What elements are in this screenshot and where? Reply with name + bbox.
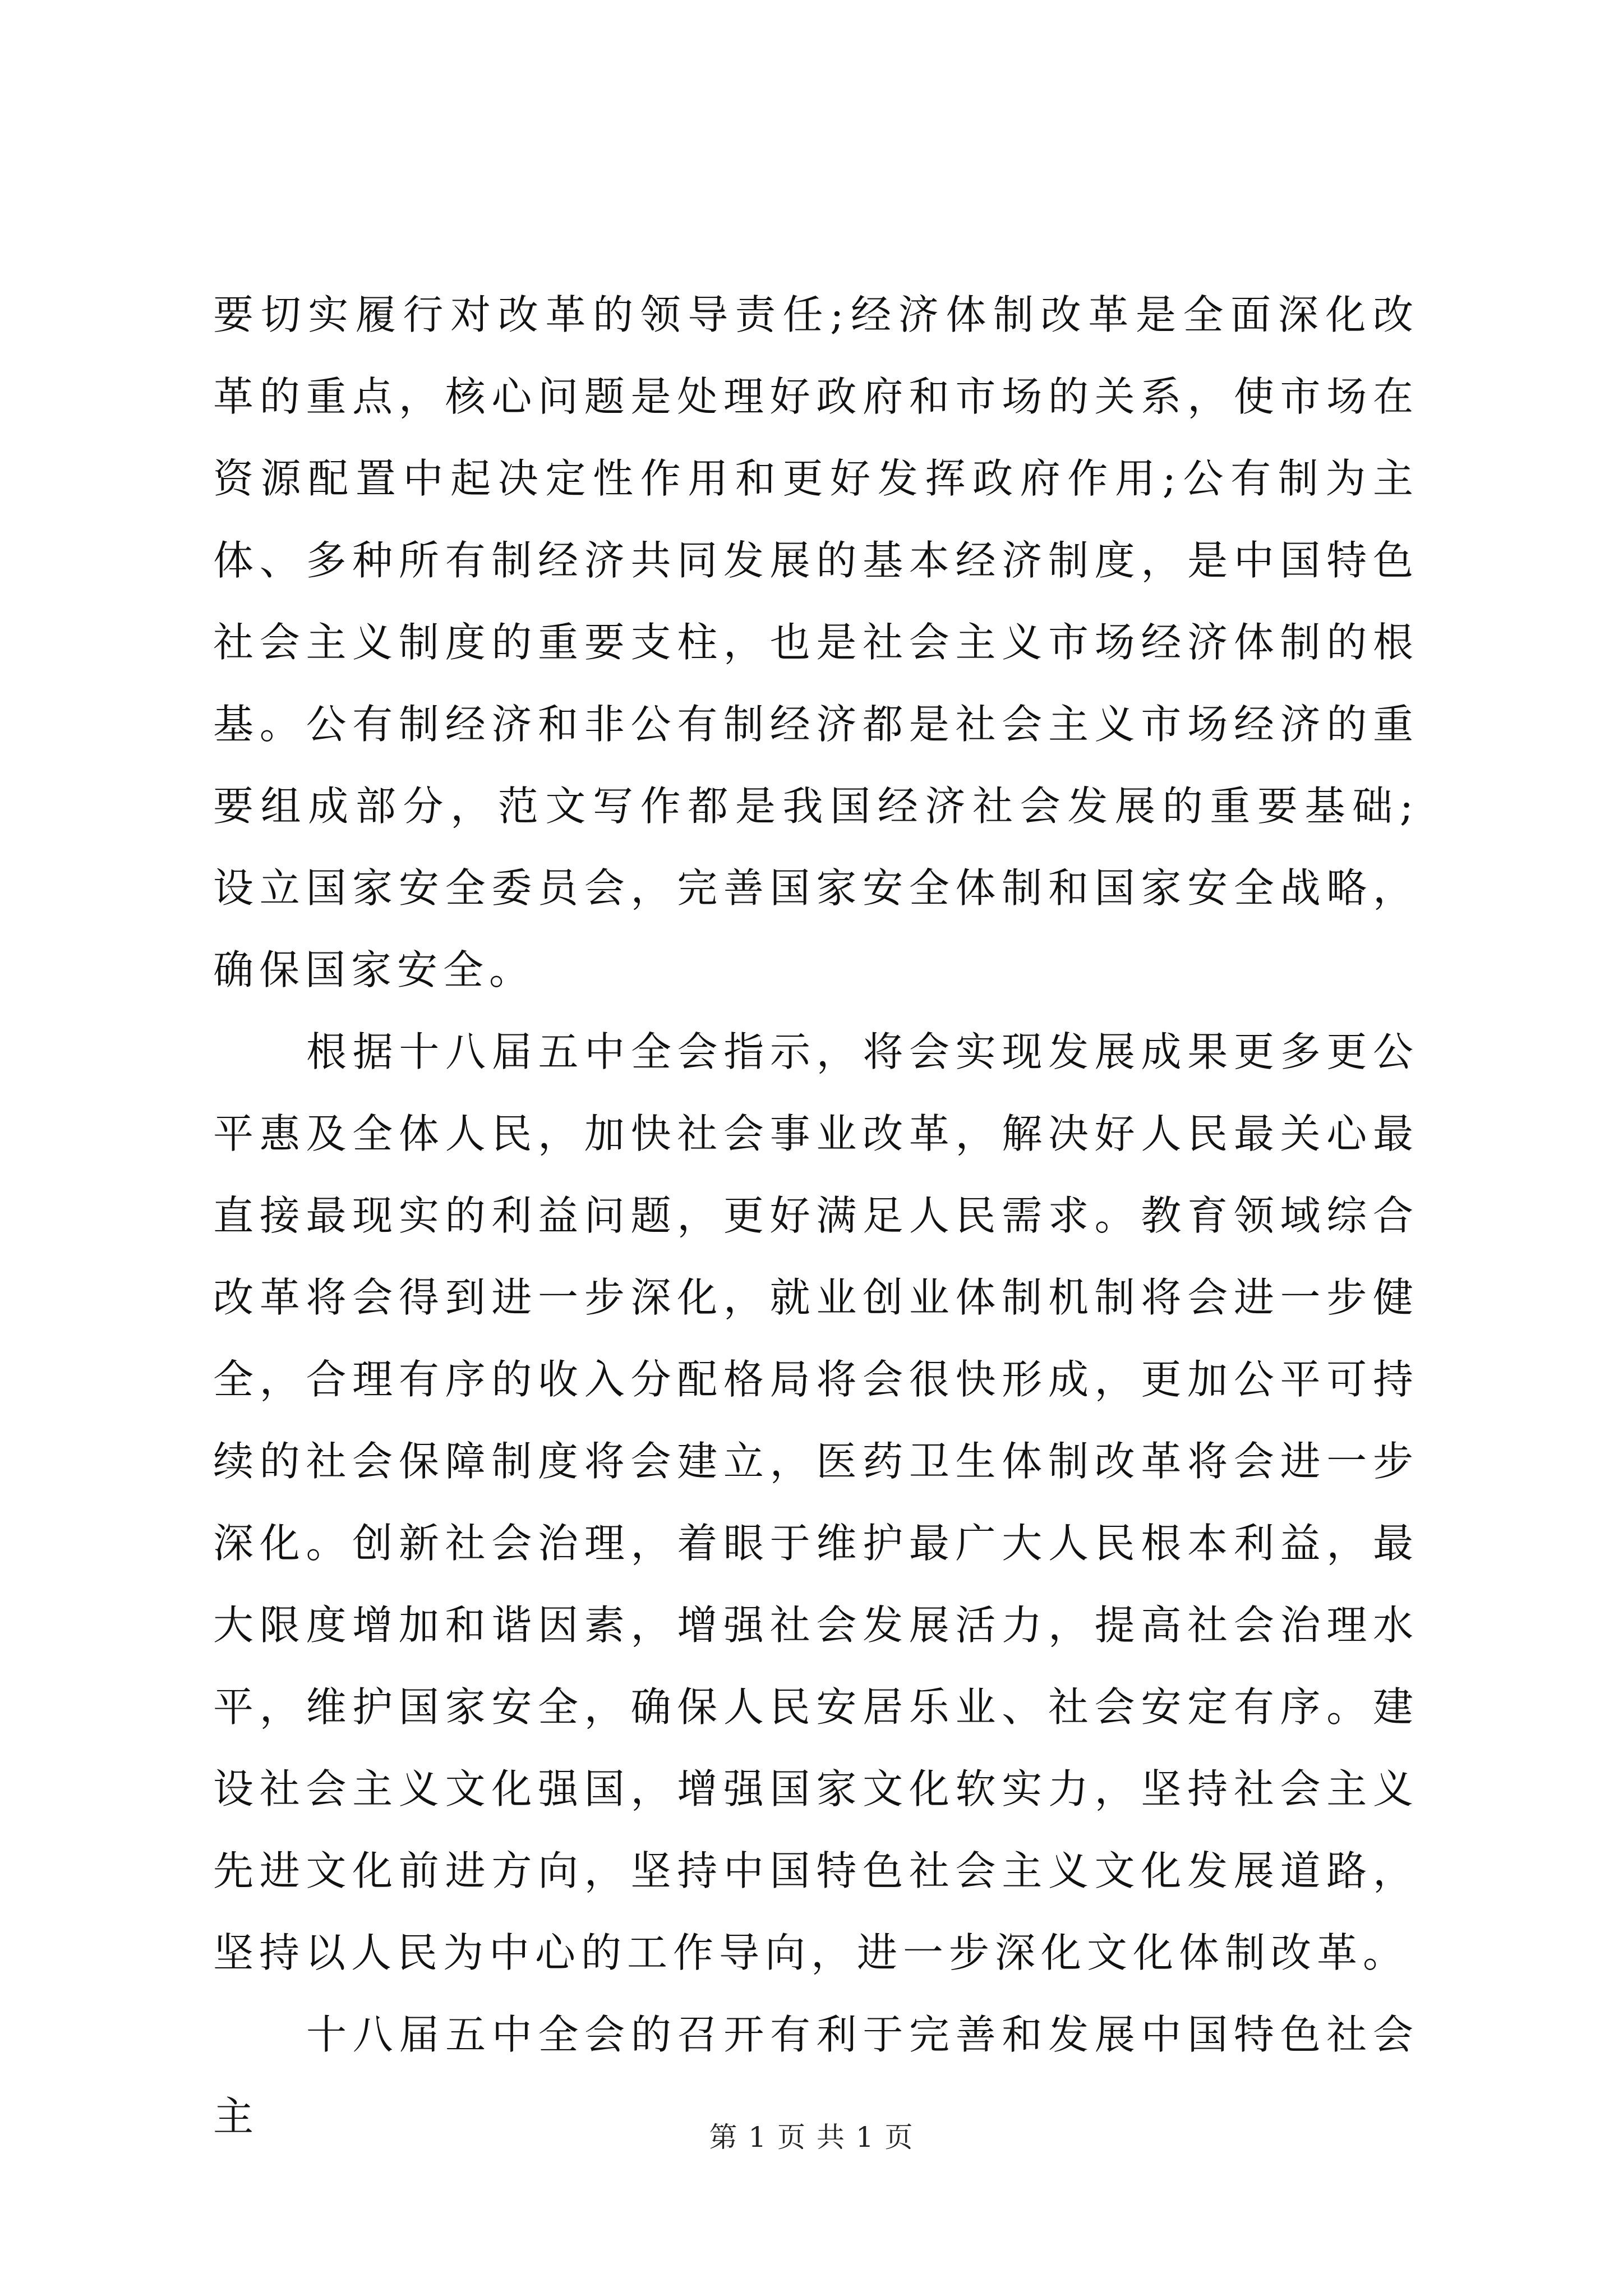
paragraph-2: 根据十八届五中全会指示，将会实现发展成果更多更公平惠及全体人民，加快社会事业改革，解决好人民最关心最直接最现实的利益问题，更好满足人民需求。教育领域综合改革将会得到进一步深化，就业创业体制机制将会进一步健全，合理有序的收入分配格局将会很快形成，更加公平可持续的社会保障制度将会建立，医药卫生体制改革将会进一步深化。创新社会治理，着眼于维护最广大人民根本利益，最大限度增加和谐因素，增强社会发展活力，提高社会治理水平，维护国家安全，确保人民安居乐业、社会安定有序。建设社会主义文化强国，增强国家文化软实力，坚持社会主义先进文化前进方向，坚持中国特色社会主义文化发展道路，坚持以人民为中心的工作导向，进一步深化文化体制改革。 (213, 1028, 1419, 1976)
paragraph-3: 十八届五中全会的召开有利于完善和发展中国特色社会主 (213, 2011, 1419, 2140)
paragraph-1: 要切实履行对改革的领导责任;经济体制改革是全面深化改革的重点，核心问题是处理好政府和市场的关系，使市场在资源配置中起决定性作用和更好发挥政府作用;公有制为主体、多种所有制经济共同发展的基本经济制度，是中国特色社会主义制度的重要支柱，也是社会主义市场经济体制的根基。公有制经济和非公有制经济都是社会主义市场经济的重要组成部分，范文写作都是我国经济社会发展的重要基础;设立国家安全委员会，完善国家安全体制和国家安全战略，确保国家安全。 (213, 291, 1419, 993)
document-body (213, 274, 1419, 2157)
page-footer: 第 1 页 共 1 页 (709, 2121, 914, 2154)
